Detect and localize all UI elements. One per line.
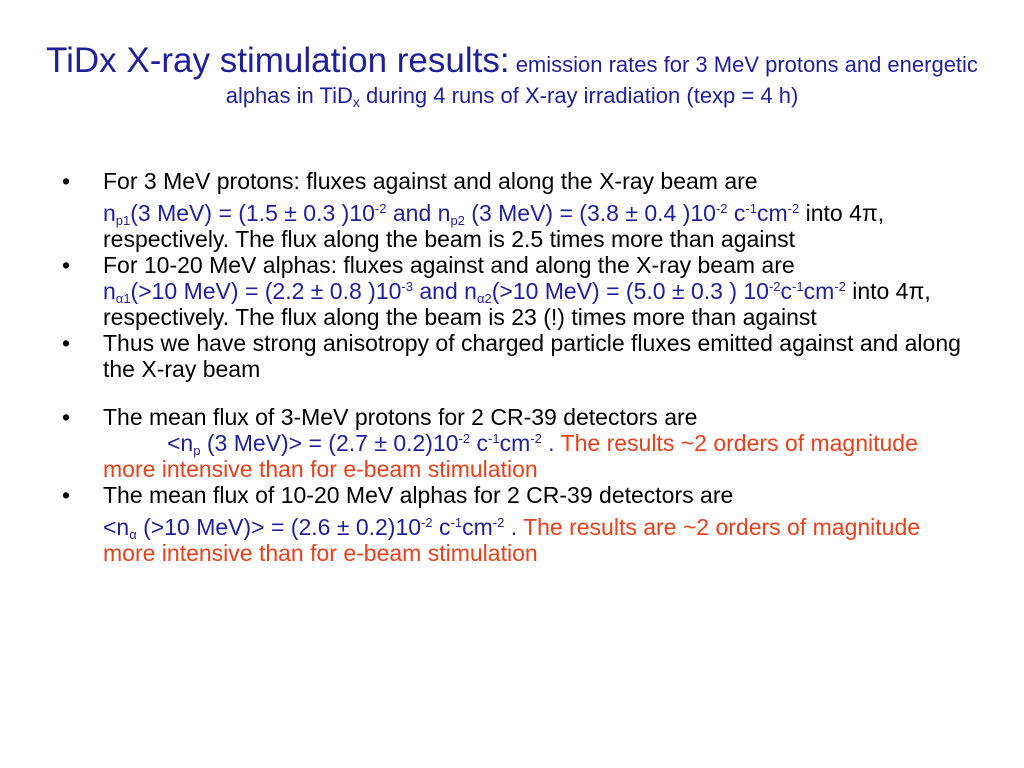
bullet-mean-alphas-body	[103, 514, 972, 566]
bullet-mean-protons	[62, 404, 972, 482]
bullet-mean-alphas	[62, 482, 972, 566]
bullet-anisotropy	[62, 330, 972, 382]
formula-superscript: -2	[834, 279, 846, 294]
formula-superscript: -1	[745, 201, 757, 216]
formula-subscript: p	[193, 443, 201, 458]
formula-subscript: α1	[115, 291, 131, 306]
formula-text: c	[780, 278, 793, 304]
mean-alpha-conclusion: The results are ~2 orders of magnitude more intensive than for e-beam stimulation	[103, 514, 921, 566]
bullet-protons-body	[103, 200, 972, 252]
formula-text: c	[432, 514, 451, 540]
formula-text: n	[103, 278, 116, 304]
formula-text: (3 MeV)> = (2.7 ± 0.2)10	[200, 430, 459, 456]
formula-superscript: -1	[792, 279, 804, 294]
alpha-flux-formula	[103, 278, 846, 304]
bullet-marker: •	[62, 482, 71, 508]
formula-superscript: -2	[421, 515, 433, 530]
mean-proton-conclusion: The results ~2 orders of magnitude more intensive than for e-beam stimulation	[103, 430, 918, 482]
formula-text: <n	[167, 430, 194, 456]
formula-superscript: -2	[374, 201, 387, 216]
formula-text: n	[103, 200, 116, 226]
mean-proton-formula	[103, 430, 555, 456]
formula-text: and n	[412, 278, 477, 304]
formula-text: c	[727, 200, 746, 226]
mean-alpha-formula	[103, 514, 517, 540]
formula-superscript: -2	[530, 431, 542, 446]
bullet-anisotropy-text: Thus we have strong anisotropy of charged particle fluxes emitted against and along the X-ray beam	[103, 330, 961, 382]
slide-title	[40, 40, 984, 110]
formula-superscript: -2	[715, 201, 728, 216]
formula-text: .	[541, 430, 555, 456]
formula-superscript: -2	[787, 201, 800, 216]
bullet-marker: •	[62, 404, 71, 430]
formula-superscript: -2	[492, 515, 505, 530]
formula-text: <n	[103, 514, 130, 540]
formula-superscript: -1	[488, 431, 500, 446]
formula-text: cm	[756, 200, 788, 226]
formula-text: (3 MeV) = (3.8 ± 0.4 )10	[464, 200, 716, 226]
formula-superscript: -3	[401, 279, 413, 294]
formula-text: cm	[803, 278, 835, 304]
formula-text: and n	[386, 200, 451, 226]
bullet-alphas-intro: For 10-20 MeV alphas: fluxes against and along the X-ray beam are	[103, 252, 795, 278]
title-subtitle-a: emission rates for 3 MeV protons and energetic alphas in TiD	[225, 52, 978, 108]
formula-text: (>10 MeV)> = (2.6 ± 0.2)10	[136, 514, 422, 540]
formula-text: (3 MeV) = (1.5 ± 0.3 )10	[130, 200, 375, 226]
formula-superscript: -2	[768, 279, 781, 294]
formula-text: (>10 MeV) = (5.0 ± 0.3 ) 10	[491, 278, 769, 304]
spacer	[62, 382, 972, 404]
bullet-alphas	[62, 252, 972, 330]
title-main: TiDx X-ray stimulation results:	[46, 41, 510, 80]
bullet-alphas-rest: into 4π, respectively. The flux along the beam is 23 (!) times more than against	[103, 278, 931, 330]
bullet-marker: •	[62, 330, 71, 356]
title-subtitle-b: during 4 runs of X-ray irradiation (texp = 4 h)	[359, 82, 799, 108]
proton-flux-formula	[103, 200, 799, 226]
formula-subscript: α2	[476, 291, 492, 306]
formula-subscript: α	[129, 527, 137, 542]
bullet-mean-protons-body	[103, 430, 972, 482]
bullet-mean-alphas-intro: The mean flux of 10-20 MeV alphas for 2 CR-39 detectors are	[103, 482, 734, 508]
bullet-list	[62, 168, 972, 566]
bullet-marker: •	[62, 168, 71, 194]
title-subscript: x	[352, 93, 360, 110]
formula-superscript: -1	[450, 515, 463, 530]
formula-subscript: p1	[115, 213, 131, 228]
bullet-protons	[62, 168, 972, 252]
bullet-protons-rest: into 4π, respectively. The flux along the beam is 2.5 times more than against	[103, 200, 885, 252]
formula-text: .	[504, 514, 518, 540]
bullet-alphas-body	[103, 278, 972, 330]
formula-text: cm	[499, 430, 531, 456]
bullet-protons-intro: For 3 MeV protons: fluxes against and along the X-ray beam are	[103, 168, 758, 194]
formula-subscript: p2	[450, 213, 465, 228]
formula-text: cm	[462, 514, 493, 540]
bullet-marker: •	[62, 252, 71, 278]
formula-superscript: -2	[458, 431, 471, 446]
bullet-mean-protons-intro: The mean flux of 3-MeV protons for 2 CR-39 detectors are	[103, 404, 698, 430]
formula-text: c	[470, 430, 488, 456]
formula-text: (>10 MeV) = (2.2 ± 0.8 )10	[130, 278, 402, 304]
